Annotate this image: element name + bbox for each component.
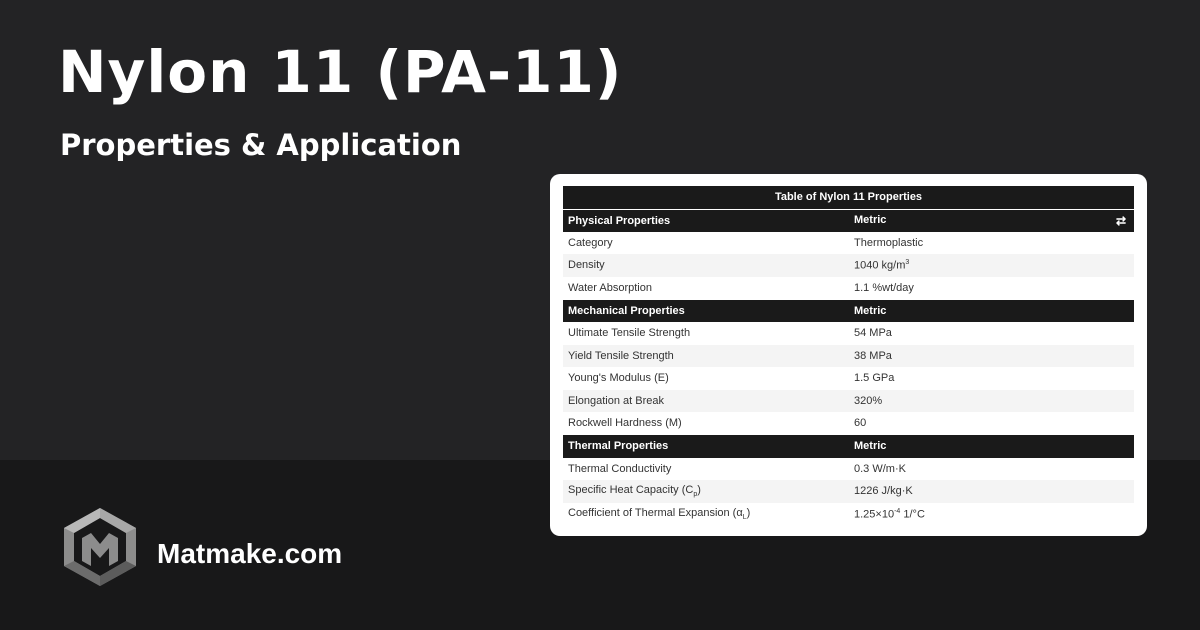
property-label-subscript: p xyxy=(693,491,698,499)
properties-card xyxy=(550,174,1147,536)
unit-heading xyxy=(849,299,1134,322)
property-label-tail: ) xyxy=(746,506,751,519)
table-caption: Table of Nylon 11 Properties xyxy=(563,186,1134,209)
unit-heading-label: Metric xyxy=(854,304,887,317)
property-label-text: Young's Modulus (E) xyxy=(568,372,669,385)
section-header-row xyxy=(563,209,1134,232)
table-row xyxy=(563,254,1134,277)
property-label-text: Category xyxy=(568,236,613,249)
property-value xyxy=(849,503,1134,526)
table-row xyxy=(563,277,1134,300)
property-label-text: Thermal Conductivity xyxy=(568,462,672,475)
property-label-text: Water Absorption xyxy=(568,281,652,294)
property-label-text: Specific Heat Capacity (C xyxy=(568,484,694,497)
page-title: Nylon 11 (PA-11) xyxy=(58,38,623,106)
property-value xyxy=(849,480,1134,503)
property-label xyxy=(563,232,849,255)
table-row xyxy=(563,322,1134,345)
property-label-text: Rockwell Hardness (M) xyxy=(568,417,682,430)
property-value-text: 0.3 W/m·K xyxy=(854,462,906,475)
property-label xyxy=(563,322,849,345)
section-header-row xyxy=(563,435,1134,458)
section-heading: Thermal Properties xyxy=(563,435,849,458)
property-value-text: 60 xyxy=(854,417,867,430)
table-row xyxy=(563,503,1134,526)
property-label-text: Density xyxy=(568,259,605,272)
property-label-subscript: L xyxy=(742,514,747,522)
property-label-tail: ) xyxy=(697,484,701,497)
property-label xyxy=(563,367,849,390)
property-label xyxy=(563,480,849,503)
table-caption-row xyxy=(563,186,1134,209)
property-value xyxy=(849,367,1134,390)
section-header-row xyxy=(563,299,1134,322)
property-label xyxy=(563,412,849,435)
page-subtitle: Properties & Application xyxy=(60,128,462,162)
table-row xyxy=(563,232,1134,255)
property-value-text: Thermoplastic xyxy=(854,236,924,249)
property-value-text: 1040 kg/m xyxy=(854,259,906,272)
property-value xyxy=(849,322,1134,345)
property-label xyxy=(563,503,849,526)
unit-heading-label: Metric xyxy=(854,213,887,226)
property-label xyxy=(563,345,849,368)
property-label xyxy=(563,390,849,413)
properties-table xyxy=(563,186,1134,525)
unit-heading xyxy=(849,435,1134,458)
property-value xyxy=(849,232,1134,255)
property-value xyxy=(849,277,1134,300)
property-label-text: Elongation at Break xyxy=(568,395,665,408)
property-value-text: 1.5 GPa xyxy=(854,372,895,385)
property-value-superscript: -4 xyxy=(894,507,901,515)
property-value-text: 54 MPa xyxy=(854,327,892,340)
matmake-logo-icon[interactable] xyxy=(62,506,138,588)
table-row xyxy=(563,345,1134,368)
table-row xyxy=(563,480,1134,503)
property-label xyxy=(563,277,849,300)
property-value-superscript: 3 xyxy=(905,259,910,267)
unit-heading-label: Metric xyxy=(854,440,887,453)
brand-name-link[interactable]: Matmake.com xyxy=(157,538,343,569)
property-value xyxy=(849,345,1134,368)
table-row xyxy=(563,458,1134,481)
property-value-text: 38 MPa xyxy=(854,349,892,362)
property-label-text: Coefficient of Thermal Expansion (α xyxy=(568,506,743,519)
property-label xyxy=(563,254,849,277)
unit-heading xyxy=(849,209,1134,232)
table-row xyxy=(563,367,1134,390)
property-value-tail: 1/°C xyxy=(900,508,925,521)
section-heading: Physical Properties xyxy=(563,209,849,232)
table-row xyxy=(563,412,1134,435)
property-value-text: 1226 J/kg·K xyxy=(854,485,913,498)
property-label-text: Yield Tensile Strength xyxy=(568,349,674,362)
property-value-text: 1.1 %wt/day xyxy=(854,281,914,294)
property-value xyxy=(849,254,1134,277)
unit-swap-icon[interactable]: ⇄ xyxy=(1115,213,1126,228)
section-heading: Mechanical Properties xyxy=(563,299,849,322)
property-value xyxy=(849,412,1134,435)
table-row xyxy=(563,390,1134,413)
property-value-text: 320% xyxy=(854,395,883,408)
property-value xyxy=(849,390,1134,413)
property-value xyxy=(849,458,1134,481)
property-label-text: Ultimate Tensile Strength xyxy=(568,327,691,340)
property-value-text: 1.25×10 xyxy=(854,508,895,521)
property-label xyxy=(563,458,849,481)
